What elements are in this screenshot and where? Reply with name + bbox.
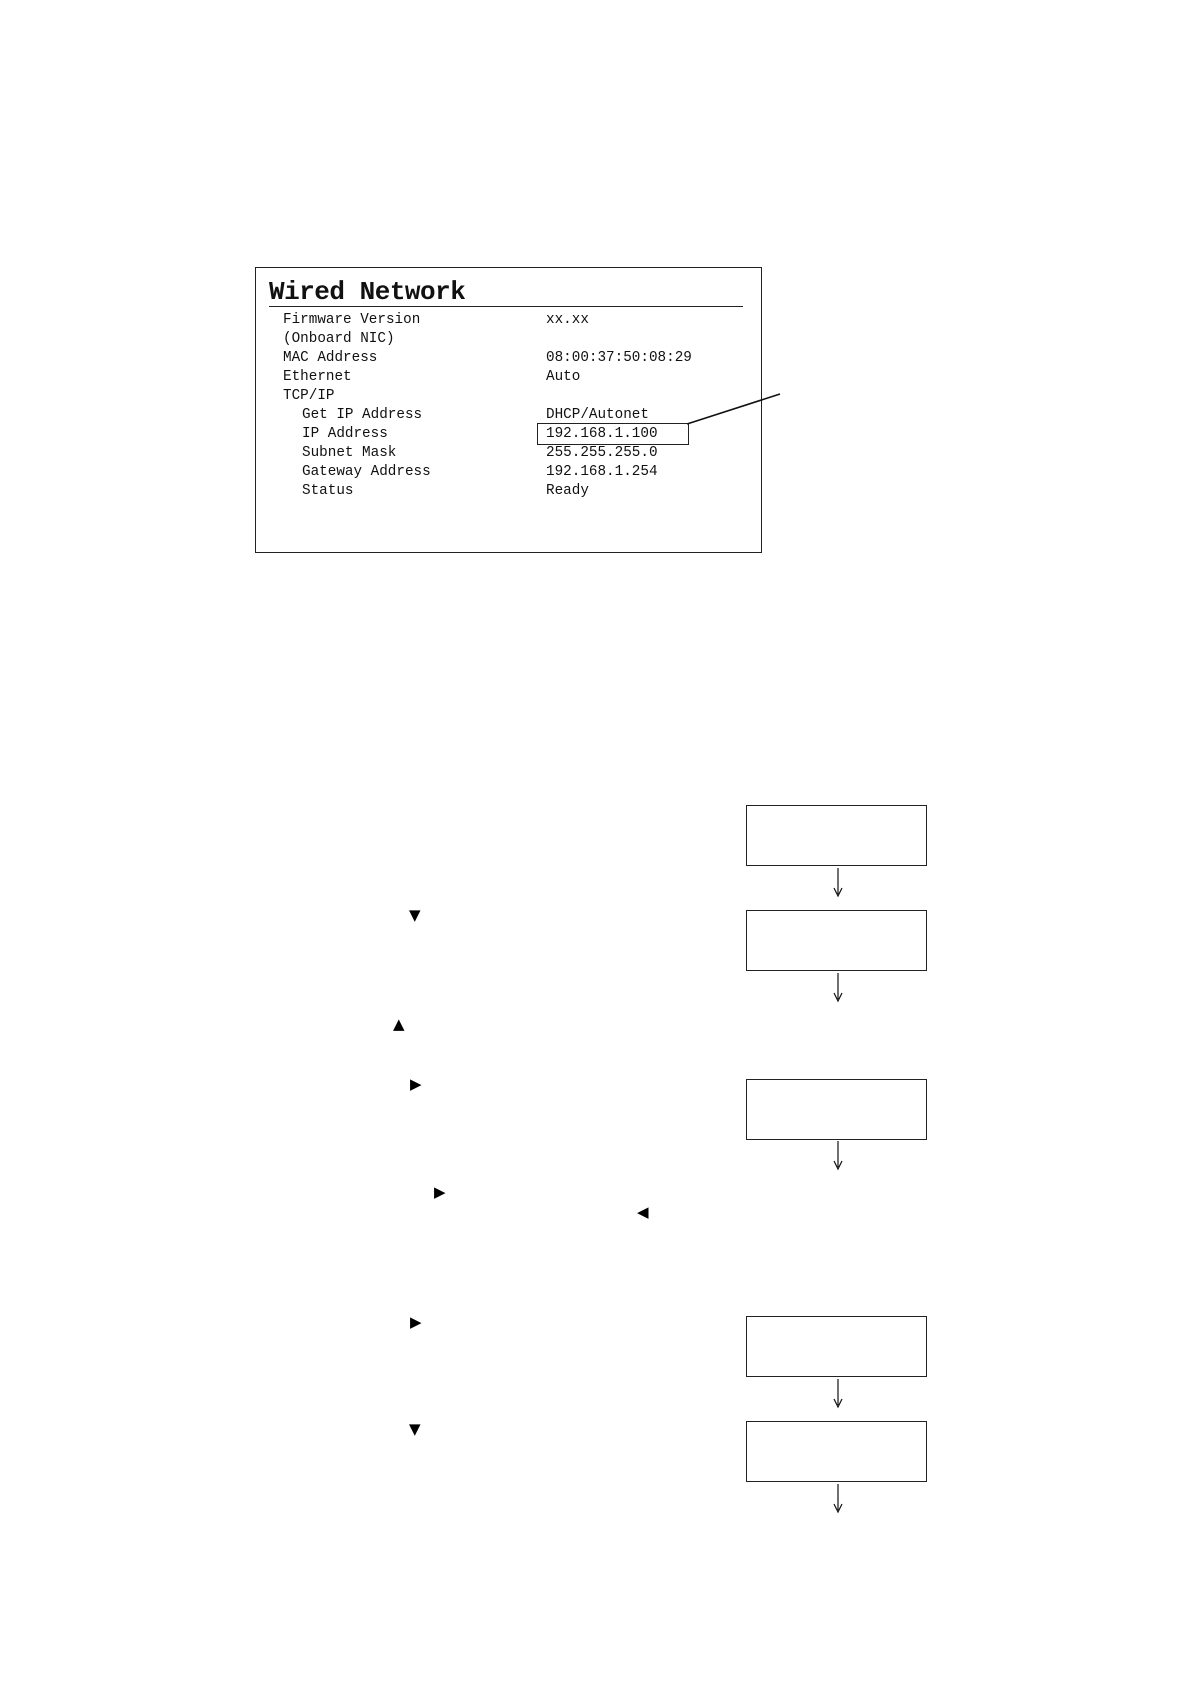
report-title: Wired Network xyxy=(269,277,466,307)
flow-down-arrow-icon xyxy=(832,973,844,1003)
row-value: xx.xx xyxy=(546,312,589,328)
report-row-mac-address xyxy=(256,349,761,368)
row-label: Status xyxy=(302,483,354,499)
row-label: Firmware Version xyxy=(283,312,421,328)
report-row-subnet-mask xyxy=(256,444,761,463)
lcd-display-panel xyxy=(746,805,927,866)
lcd-display-panel xyxy=(746,1316,927,1377)
up-arrow-key-icon: ▲ xyxy=(393,1015,405,1033)
report-row-tcpip xyxy=(256,387,761,406)
row-value: DHCP/Autonet xyxy=(546,407,649,423)
row-label: Ethernet xyxy=(283,369,352,385)
report-row-ethernet xyxy=(256,368,761,387)
flow-down-arrow-icon xyxy=(832,1379,844,1409)
report-row-firmware-version xyxy=(256,311,761,330)
title-divider xyxy=(269,306,743,307)
report-row-status xyxy=(256,482,761,501)
ip-address-highlight-box xyxy=(537,423,689,445)
row-label: MAC Address xyxy=(283,350,378,366)
report-row-onboard-nic xyxy=(256,330,761,349)
down-arrow-key-icon: ▼ xyxy=(409,906,421,924)
right-arrow-key-icon: ▶ xyxy=(410,1075,422,1093)
lcd-display-panel xyxy=(746,910,927,971)
down-arrow-key-icon: ▼ xyxy=(409,1420,421,1438)
row-value: 192.168.1.254 xyxy=(546,464,658,480)
row-value: 255.255.255.0 xyxy=(546,445,658,461)
row-label: IP Address xyxy=(302,426,388,442)
flow-down-arrow-icon xyxy=(832,868,844,898)
report-row-gateway-address xyxy=(256,463,761,482)
flow-down-arrow-icon xyxy=(832,1484,844,1514)
row-value: Ready xyxy=(546,483,589,499)
network-report xyxy=(255,267,762,553)
left-arrow-key-icon: ◀ xyxy=(637,1203,649,1221)
row-label: Subnet Mask xyxy=(302,445,397,461)
row-label: Gateway Address xyxy=(302,464,431,480)
row-value: 08:00:37:50:08:29 xyxy=(546,350,692,366)
row-label: TCP/IP xyxy=(283,388,335,404)
flow-down-arrow-icon xyxy=(832,1141,844,1171)
row-label: Get IP Address xyxy=(302,407,423,423)
lcd-display-panel xyxy=(746,1421,927,1482)
right-arrow-key-icon: ▶ xyxy=(410,1313,422,1331)
lcd-display-panel xyxy=(746,1079,927,1140)
row-label: (Onboard NIC) xyxy=(283,331,395,347)
right-arrow-key-icon: ▶ xyxy=(434,1183,446,1201)
row-value: 192.168.1.100 xyxy=(546,426,658,442)
row-value: Auto xyxy=(546,369,581,385)
